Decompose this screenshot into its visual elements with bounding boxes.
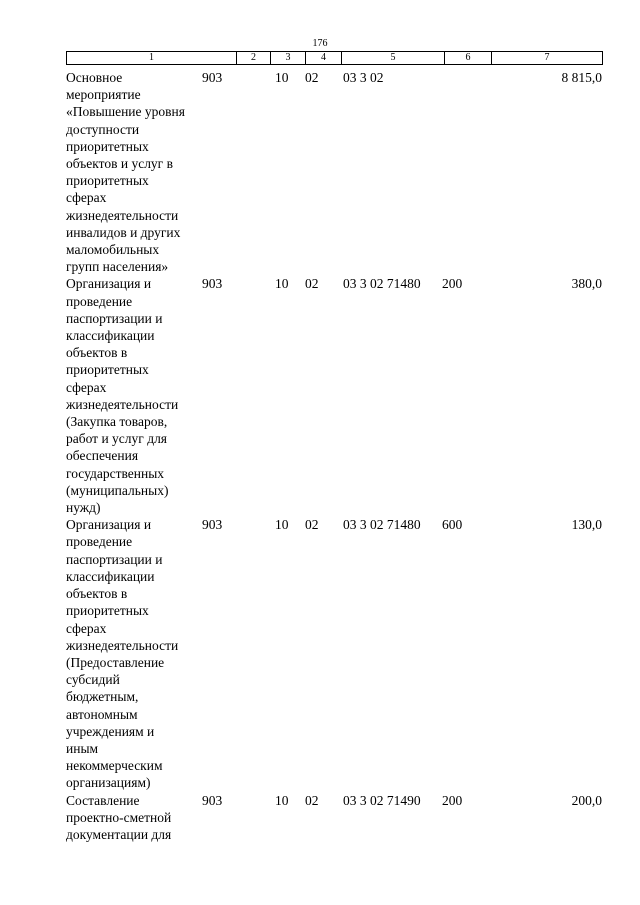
row-ministry: 903 — [202, 276, 223, 292]
row-ministry: 903 — [202, 517, 223, 533]
column-header-6: 6 — [445, 52, 492, 65]
row-subsection: 02 — [305, 517, 319, 533]
row-section: 10 — [275, 517, 289, 533]
row-name: Организация и проведение паспортизации и классификации объектов в приоритетных сферах жизнедеятельности (Закупка товаров, работ и услуг для обеспечения государственных (муниципальных) нужд) — [66, 276, 179, 516]
row-subsection: 02 — [305, 792, 319, 808]
column-header-table — [66, 51, 603, 65]
column-header-1: 1 — [67, 52, 237, 65]
row-subsection: 02 — [305, 276, 319, 292]
column-header-2: 2 — [237, 52, 271, 65]
row-name: Организация и проведение паспортизации и классификации объектов в приоритетных сферах жизнедеятельности (Предоставление субсидий бюджетным, автономным учреждениям и иным некоммерческим организациям) — [66, 517, 179, 791]
row-subsection: 02 — [305, 70, 319, 85]
table-row — [66, 69, 602, 275]
row-expense-type: 200 — [442, 792, 463, 808]
row-expense-type: 600 — [442, 517, 463, 533]
row-target-article: 03 3 02 71480 — [343, 517, 421, 533]
row-amount: 200,0 — [571, 792, 602, 808]
table-row — [66, 275, 602, 516]
row-amount: 8 815,0 — [561, 70, 602, 85]
row-expense-type: 200 — [442, 276, 463, 292]
column-header-4: 4 — [306, 52, 342, 65]
table-row — [66, 516, 602, 791]
row-ministry: 903 — [202, 792, 223, 808]
row-section: 10 — [275, 792, 289, 808]
column-header-row — [67, 52, 603, 65]
row-ministry: 903 — [202, 70, 223, 85]
row-name: Основное мероприятие «Повышение уровня доступности приоритетных объектов и услуг в приоритетных сферах жизнедеятельности инвалидов и других маломобильных групп населения» — [66, 70, 185, 275]
page-number: 176 — [312, 38, 328, 49]
row-amount: 130,0 — [571, 517, 602, 533]
row-target-article: 03 3 02 71480 — [343, 276, 421, 292]
budget-table-body — [66, 69, 602, 843]
row-target-article: 03 3 02 — [343, 70, 384, 85]
row-section: 10 — [275, 70, 289, 85]
row-section: 10 — [275, 276, 289, 292]
column-header-3: 3 — [271, 52, 306, 65]
row-target-article: 03 3 02 71490 — [343, 792, 421, 808]
row-amount: 380,0 — [571, 276, 602, 292]
column-header-7: 7 — [492, 52, 603, 65]
column-header-5: 5 — [342, 52, 445, 65]
row-name: Составление проектно-сметной документации для — [66, 792, 172, 842]
table-row — [66, 792, 602, 844]
